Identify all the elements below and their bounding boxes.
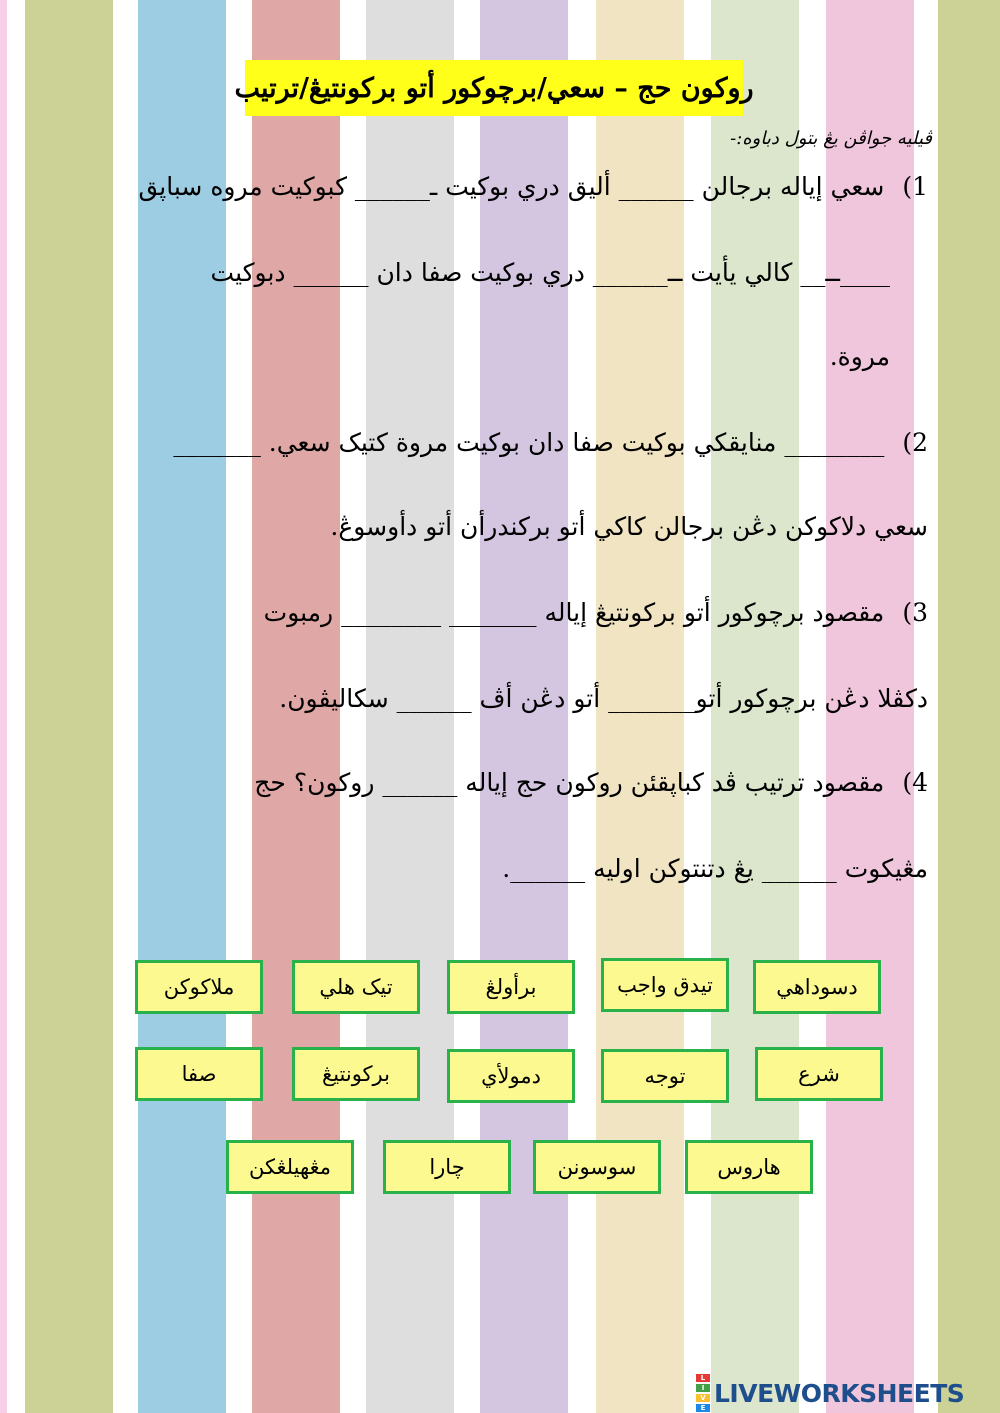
stripe-green-2 xyxy=(938,0,1000,1413)
word-chip[interactable]: تيدق واجب xyxy=(601,958,729,1012)
badge-letter-l: L xyxy=(696,1374,710,1382)
word-chip[interactable]: چارا xyxy=(383,1140,511,1194)
logo-text: LIVEWORKSHEETS xyxy=(714,1378,965,1408)
word-chip[interactable]: شرع xyxy=(755,1047,883,1101)
question-4-number: 4) xyxy=(902,768,928,797)
question-2-line-2: سعي دلاكوكن دڠن برجالن كاكي أتو بركندرأن أتو دأوسوڠ. xyxy=(330,512,928,541)
question-1-line-2: ____ــ__ كالي يأيت ــ______ دري بوكيت صفا دان ______ دبوكيت xyxy=(210,258,890,287)
page-title: روكون حج – سعي/برچوكور أتو بركونتيڠ/ترتيب xyxy=(234,72,754,104)
question-3-line-2: دكڤلا دڠن برچوكور أتو_______ أتو دڠن أڤ ______ سكاليڤون. xyxy=(279,684,928,713)
question-4-line-1 xyxy=(254,768,928,797)
word-chip[interactable]: مڠهيلڠكن xyxy=(226,1140,354,1194)
title-highlight xyxy=(234,60,754,116)
question-3-line-1 xyxy=(264,598,928,627)
question-3-number: 3) xyxy=(902,598,928,627)
word-chip[interactable]: تيک هلي xyxy=(292,960,420,1014)
question-1-line-1 xyxy=(138,172,928,201)
stripe-pink-left xyxy=(0,0,7,1413)
question-2-text: ________ منايقكي بوكيت صفا دان بوكيت مروة كتيک سعي. _______ xyxy=(173,428,885,457)
word-chip[interactable]: دمولأي xyxy=(447,1049,575,1103)
badge-letter-i: I xyxy=(696,1384,710,1392)
word-chip[interactable]: بركونتيڠ xyxy=(292,1047,420,1101)
badge-letter-v: V xyxy=(696,1394,710,1402)
stripe-blue xyxy=(138,0,226,1413)
question-2-number: 2) xyxy=(902,428,928,457)
word-chip[interactable]: توجه xyxy=(601,1049,729,1103)
liveworksheets-logo[interactable] xyxy=(696,1376,964,1410)
question-4-text: مقصود ترتيب ڤد كباڽقئن روكون حج إياله ______ روكون؟ حج xyxy=(254,768,885,797)
question-1-line-3: مروة. xyxy=(829,342,890,371)
word-chip[interactable]: برأولڠ xyxy=(447,960,575,1014)
question-4-line-2: مڠيكوت ______ يڠ دتنتوكن اوليه ______. xyxy=(502,854,928,883)
word-chip[interactable]: هاروس xyxy=(685,1140,813,1194)
stripe-green-1 xyxy=(25,0,113,1413)
word-chip[interactable]: صفا xyxy=(135,1047,263,1101)
question-1-number: 1) xyxy=(902,172,928,201)
badge-letter-e: E xyxy=(696,1404,710,1412)
word-chip[interactable]: دسوداهي xyxy=(753,960,881,1014)
word-chip[interactable]: ملاكوكن xyxy=(135,960,263,1014)
question-1-text: سعي إياله برجالن ______ أليق دري بوكيت ـ______ كبوكيت مروه سباڽق xyxy=(138,172,885,201)
live-badge-icon xyxy=(696,1373,710,1413)
question-2-line-1 xyxy=(173,428,928,457)
question-3-text: مقصود برچوكور أتو بركونتيڠ إياله _______ ________ رمبوت xyxy=(263,598,885,627)
word-chip[interactable]: سوسونن xyxy=(533,1140,661,1194)
instruction-text: ڤيليه جواڤن يڠ بتول دباوه:- xyxy=(730,128,932,149)
